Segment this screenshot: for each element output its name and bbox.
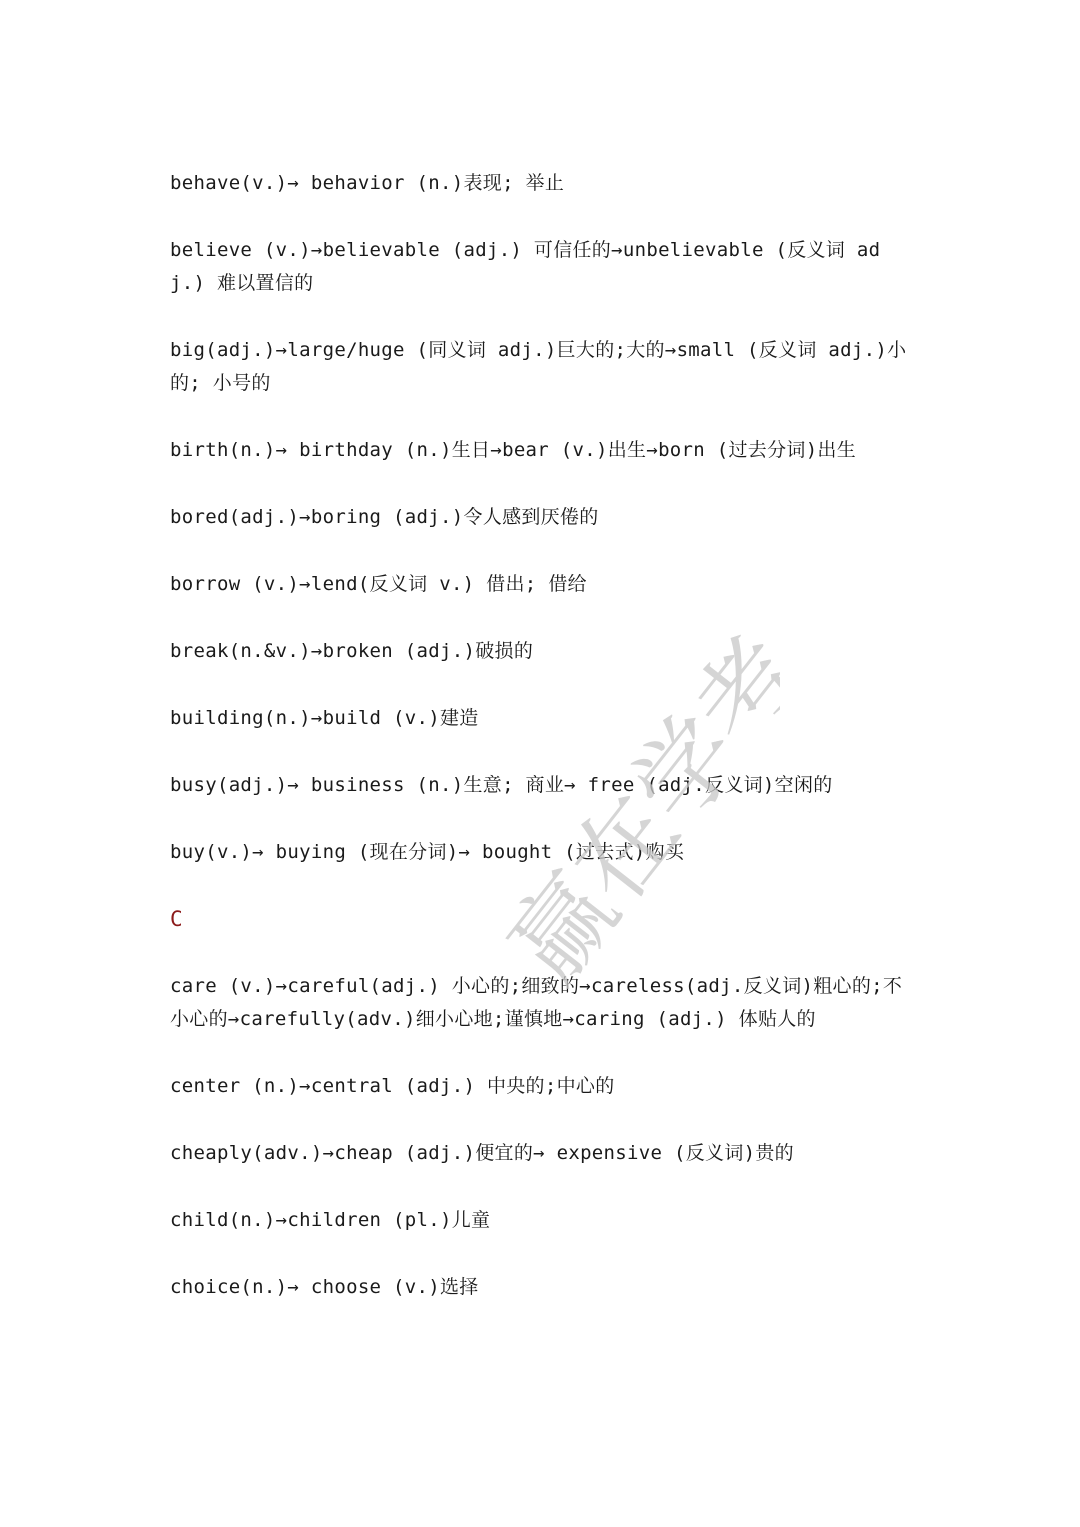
vocab-entry: child(n.)→children (pl.)儿童 — [170, 1209, 491, 1231]
vocab-entry: behave(v.)→ behavior (n.)表现; 举止 — [170, 172, 565, 194]
watermark-text: 赢在学考 — [486, 615, 780, 990]
vocab-entry: choice(n.)→ choose (v.)选择 — [170, 1276, 479, 1298]
vocab-entry: cheaply(adv.)→cheap (adj.)便宜的→ expensive (反义词)贵的 — [170, 1142, 794, 1164]
vocab-entry: care (v.)→careful(adj.) 小心的;细致的→careless(adj.反义词)粗心的;不小心的→carefully(adv.)细小心地;谨慎地→caring (adj.) 体贴人的 — [170, 975, 903, 1030]
vocab-entry: center (n.)→central (adj.) 中央的;中心的 — [170, 1075, 615, 1097]
vocab-entry: believe (v.)→believable (adj.) 可信任的→unbelievable (反义词 adj.) 难以置信的 — [170, 239, 881, 294]
section-letter-heading: C — [170, 907, 183, 931]
vocab-entry: birth(n.)→ birthday (n.)生日→bear (v.)出生→born (过去分词)出生 — [170, 439, 857, 461]
vocab-entry: borrow (v.)→lend(反义词 v.) 借出; 借给 — [170, 573, 587, 595]
vocab-entry: break(n.&v.)→broken (adj.)破损的 — [170, 640, 534, 662]
vocab-entry: buy(v.)→ buying (现在分词)→ bought (过去式)购买 — [170, 841, 685, 863]
vocabulary-list — [170, 167, 915, 1338]
vocab-entry: bored(adj.)→boring (adj.)令人感到厌倦的 — [170, 506, 599, 528]
vocab-entry: big(adj.)→large/huge (同义词 adj.)巨大的;大的→small (反义词 adj.)小的; 小号的 — [170, 339, 907, 394]
vocab-entry: busy(adj.)→ business (n.)生意; 商业→ free (adj.反义词)空闲的 — [170, 774, 833, 796]
vocab-entry: building(n.)→build (v.)建造 — [170, 707, 479, 729]
